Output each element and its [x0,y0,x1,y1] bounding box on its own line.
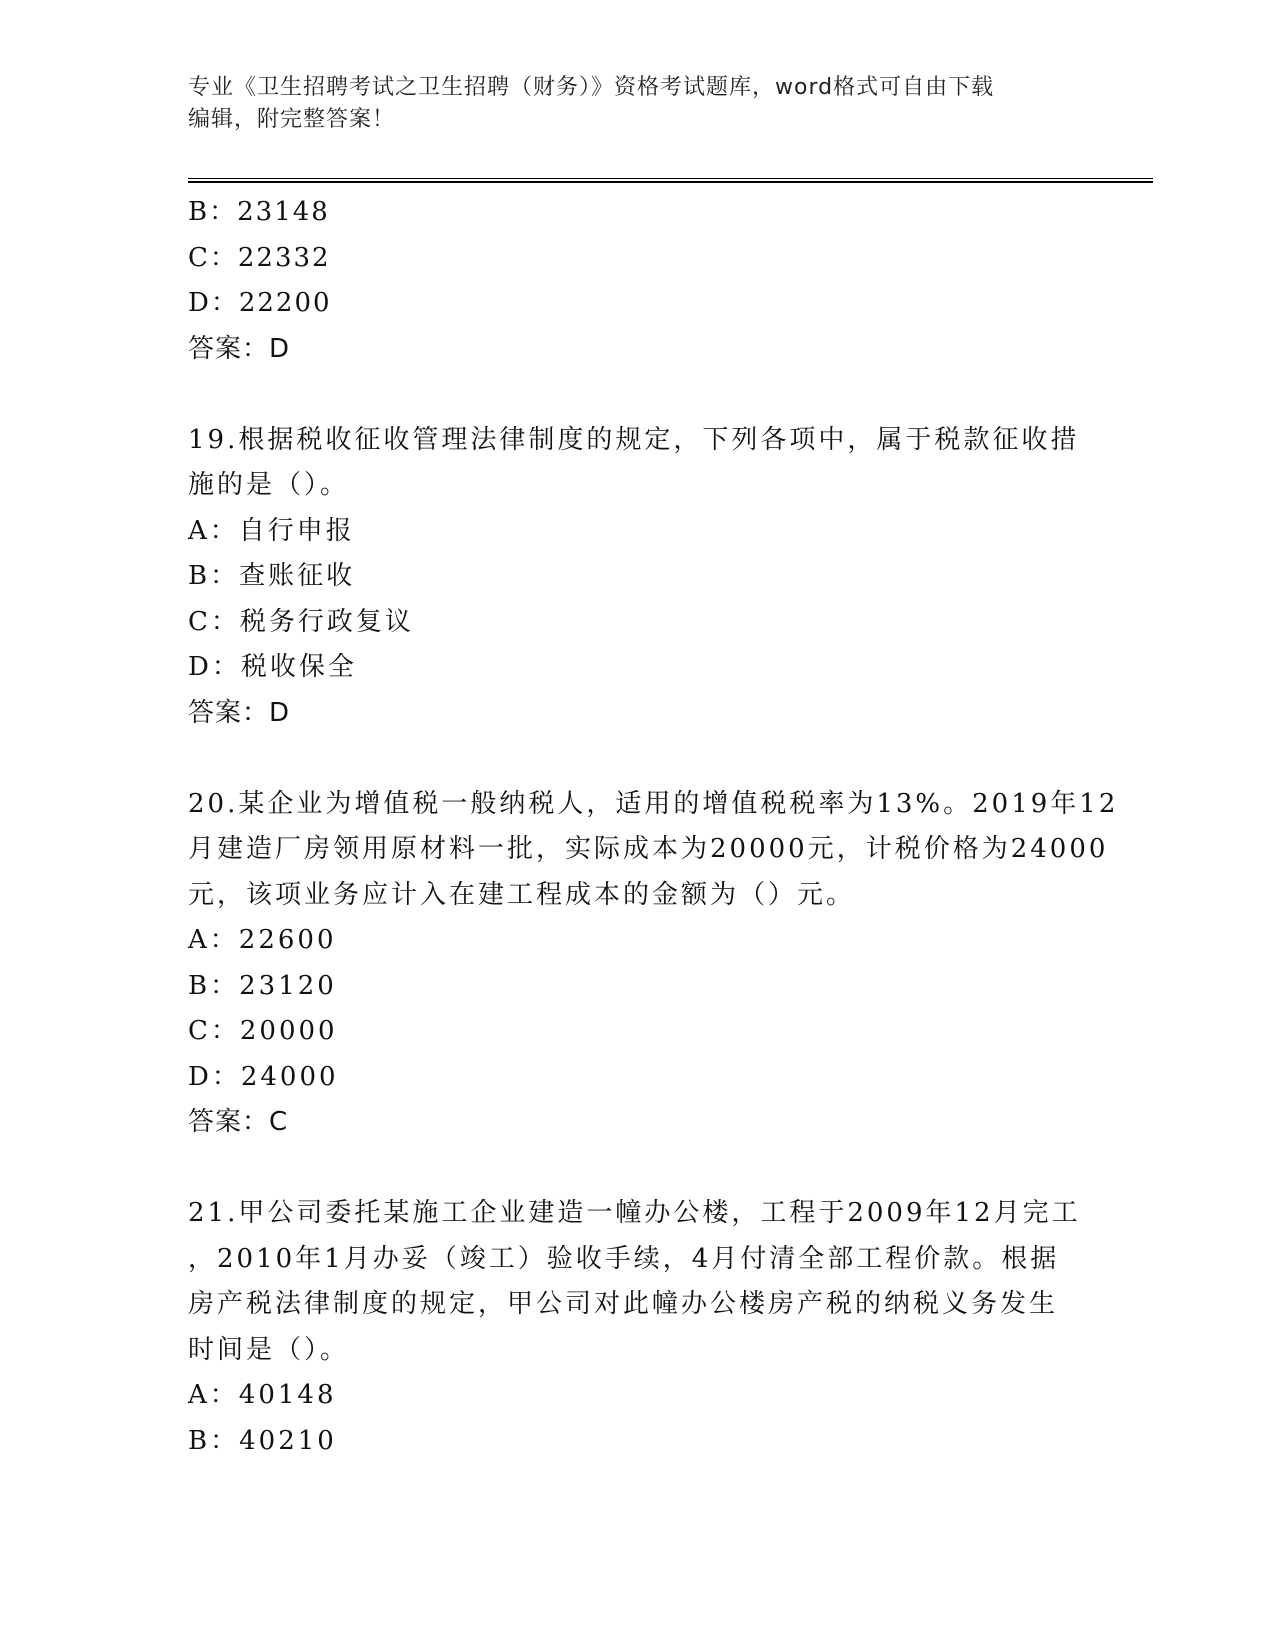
page-header [188,72,1068,136]
option-a: A：40148 [188,1380,337,1410]
option-b: B：23148 [188,197,330,227]
spacer [188,1146,1088,1192]
question-20 [188,782,1119,1146]
option-a: A：自行申报 [188,515,355,546]
question-list [188,190,1119,1464]
option-a: A：22600 [188,925,337,955]
option-c: C：20000 [188,1016,338,1046]
question-stem-line: 月建造厂房领用原材料一批，实际成本为20000元，计税价格为24000 [188,834,1109,864]
answer-line: 答案：C [188,1107,289,1137]
question-stem-line: ，2010年1月办妥（竣工）验收手续，4月付清全部工程价款。根据 [188,1243,1060,1274]
option-d: D：24000 [188,1061,339,1092]
spacer [188,372,1088,418]
header-divider-thick [188,181,1153,183]
question-18-tail [188,190,1088,372]
header-divider-thin [188,178,1153,179]
question-stem-line: 时间是（）。 [188,1334,350,1365]
answer-line: 答案：D [188,333,291,364]
question-21 [188,1191,1088,1464]
option-c: C：税务行政复议 [188,606,414,637]
header-line-2: 编辑，附完整答案！ [188,107,396,132]
option-d: D：税收保全 [188,652,357,682]
spacer [188,736,1088,782]
question-stem-line: 21.甲公司委托某施工企业建造一幢办公楼，工程于2009年12月完工 [188,1198,1081,1228]
option-b: B：查账征收 [188,561,356,591]
option-c: C：22332 [188,242,331,273]
answer-line: 答案：D [188,697,291,728]
question-stem-line: 施的是（）。 [188,470,350,500]
question-stem-line: 房产税法律制度的规定，甲公司对此幢办公楼房产税的纳税义务发生 [188,1289,1059,1319]
question-19 [188,418,1088,737]
header-line-1: 专业《卫生招聘考试之卫生招聘（财务）》资格考试题库，word格式可自由下载 [188,75,995,100]
question-stem-line: 19.根据税收征收管理法律制度的规定，下列各项中，属于税款征收措 [188,424,1080,455]
question-stem-line: 元，该项业务应计入在建工程成本的金额为（）元。 [188,879,856,910]
question-stem-line: 20.某企业为增值税一般纳税人，适用的增值税税率为13%。2019年12 [188,788,1119,819]
option-b: B：23120 [188,970,337,1001]
option-d: D：22200 [188,288,332,318]
option-b: B：40210 [188,1425,337,1456]
